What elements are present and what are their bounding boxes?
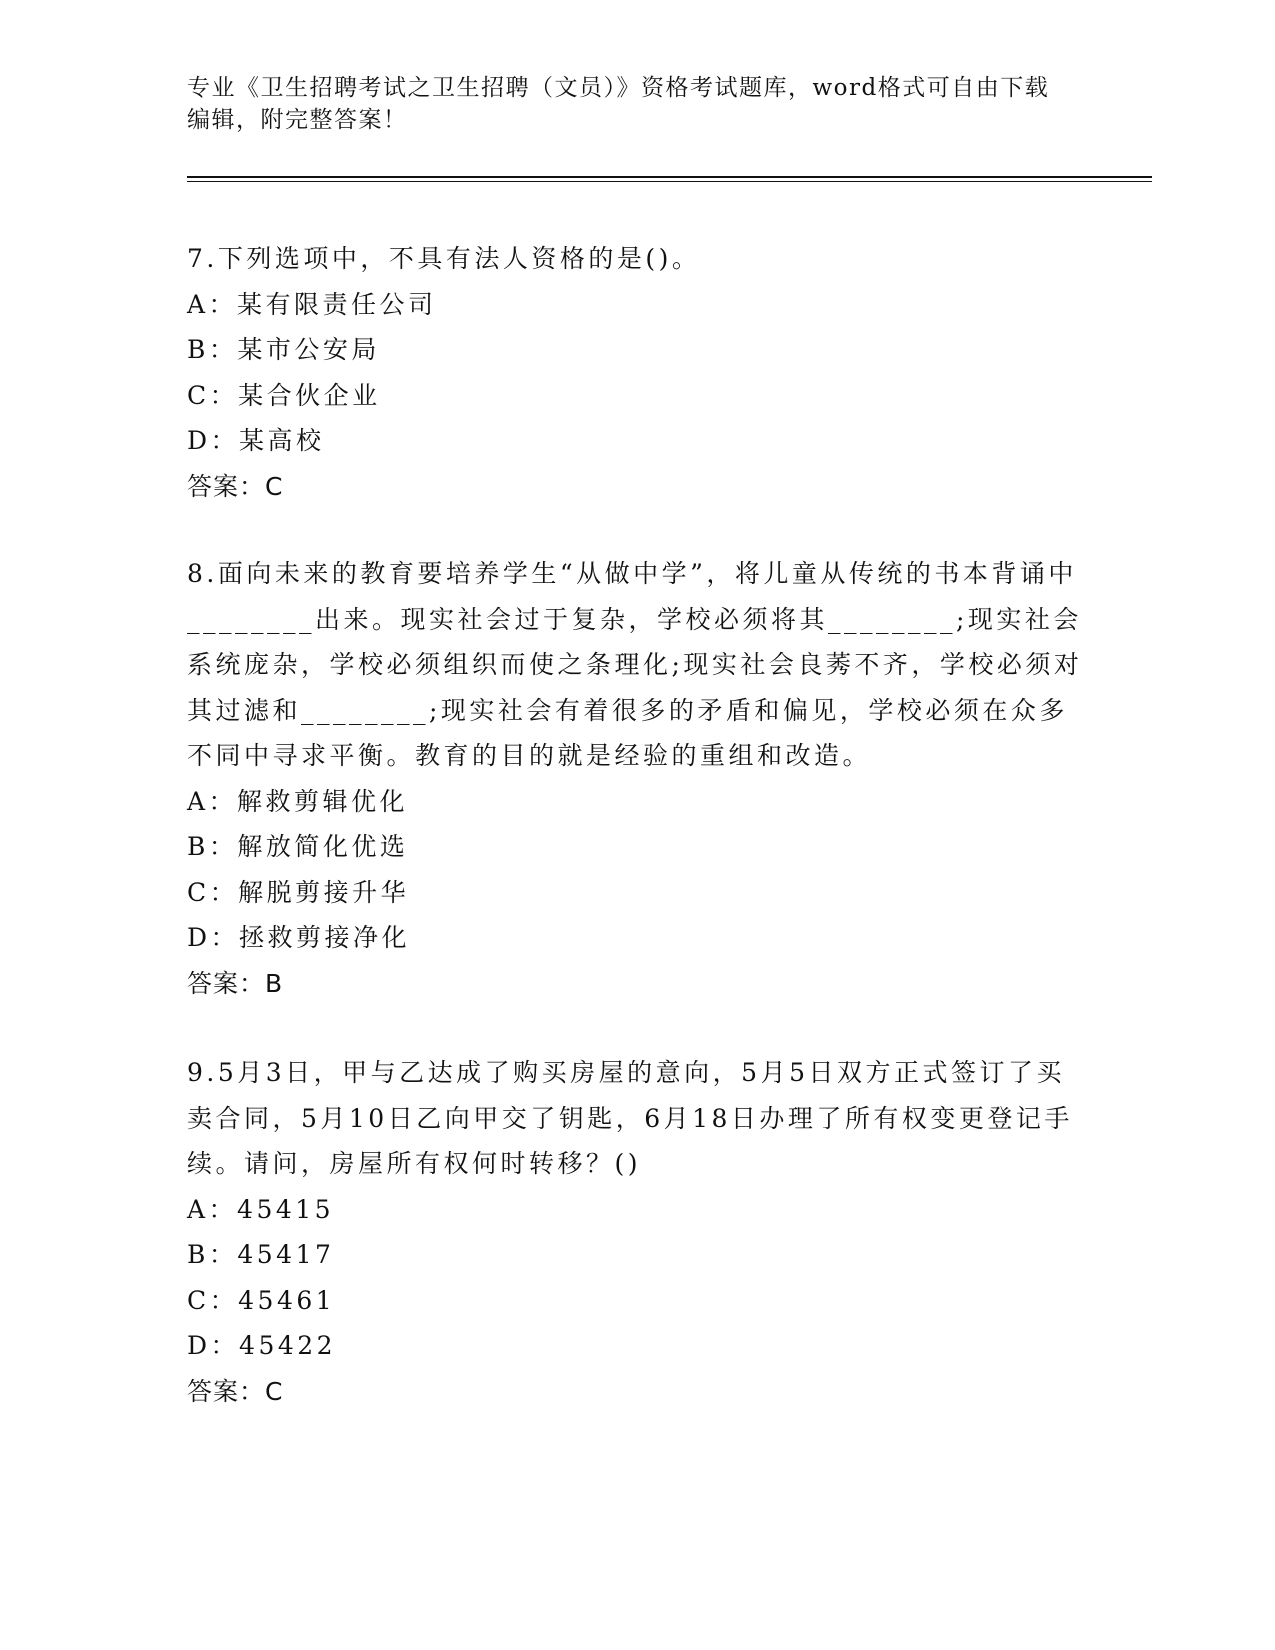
option-d: D：45422 — [187, 1331, 337, 1360]
question-block — [187, 551, 1087, 1006]
option-a: A：解救剪辑优化 — [187, 786, 409, 816]
question-block — [187, 236, 1087, 509]
answer-line: 答案：C — [187, 1376, 284, 1406]
question-stem: 9.5月3日，甲与乙达成了购买房屋的意向，5月5日双方正式签订了买卖合同，5月10日乙向甲交了钥匙，6月18日办理了所有权变更登记手续。请问，房屋所有权何时转移？() — [187, 1058, 1073, 1178]
option-d: D：某高校 — [187, 426, 325, 455]
option-a: A：某有限责任公司 — [187, 289, 437, 319]
option-d: D：拯救剪接净化 — [187, 923, 411, 952]
option-b: B：45417 — [187, 1240, 335, 1269]
answer-line: 答案：C — [187, 471, 284, 501]
header-divider-thick — [187, 176, 1152, 178]
option-a: A：45415 — [187, 1194, 335, 1224]
question-block — [187, 1050, 1087, 1414]
question-stem: 8.面向未来的教育要培养学生“从做中学”，将儿童从传统的书本背诵中________出来。现实社会过于复杂，学校必须将其________;现实社会系统庞杂，学校必须组织而使之条理化;现实社会良莠不齐，学校必须对其过滤和________;现实社会有着很多的矛盾和偏见，学校必须在众多不同中寻求平衡。教育的目的就是经验的重组和改造。 — [187, 559, 1083, 770]
option-b: B：某市公安局 — [187, 335, 380, 364]
option-b: B：解放简化优选 — [187, 832, 409, 861]
question-stem: 7.下列选项中，不具有法人资格的是()。 — [187, 244, 701, 273]
answer-line: 答案：B — [187, 968, 284, 998]
header-divider-thin — [187, 181, 1152, 182]
option-c: C：某合伙企业 — [187, 380, 381, 410]
document-intro: 专业《卫生招聘考试之卫生招聘（文员）》资格考试题库，word格式可自由下载编辑，附完整答案！ — [187, 75, 1050, 133]
option-c: C：45461 — [187, 1285, 336, 1315]
option-c: C：解脱剪接升华 — [187, 877, 410, 907]
